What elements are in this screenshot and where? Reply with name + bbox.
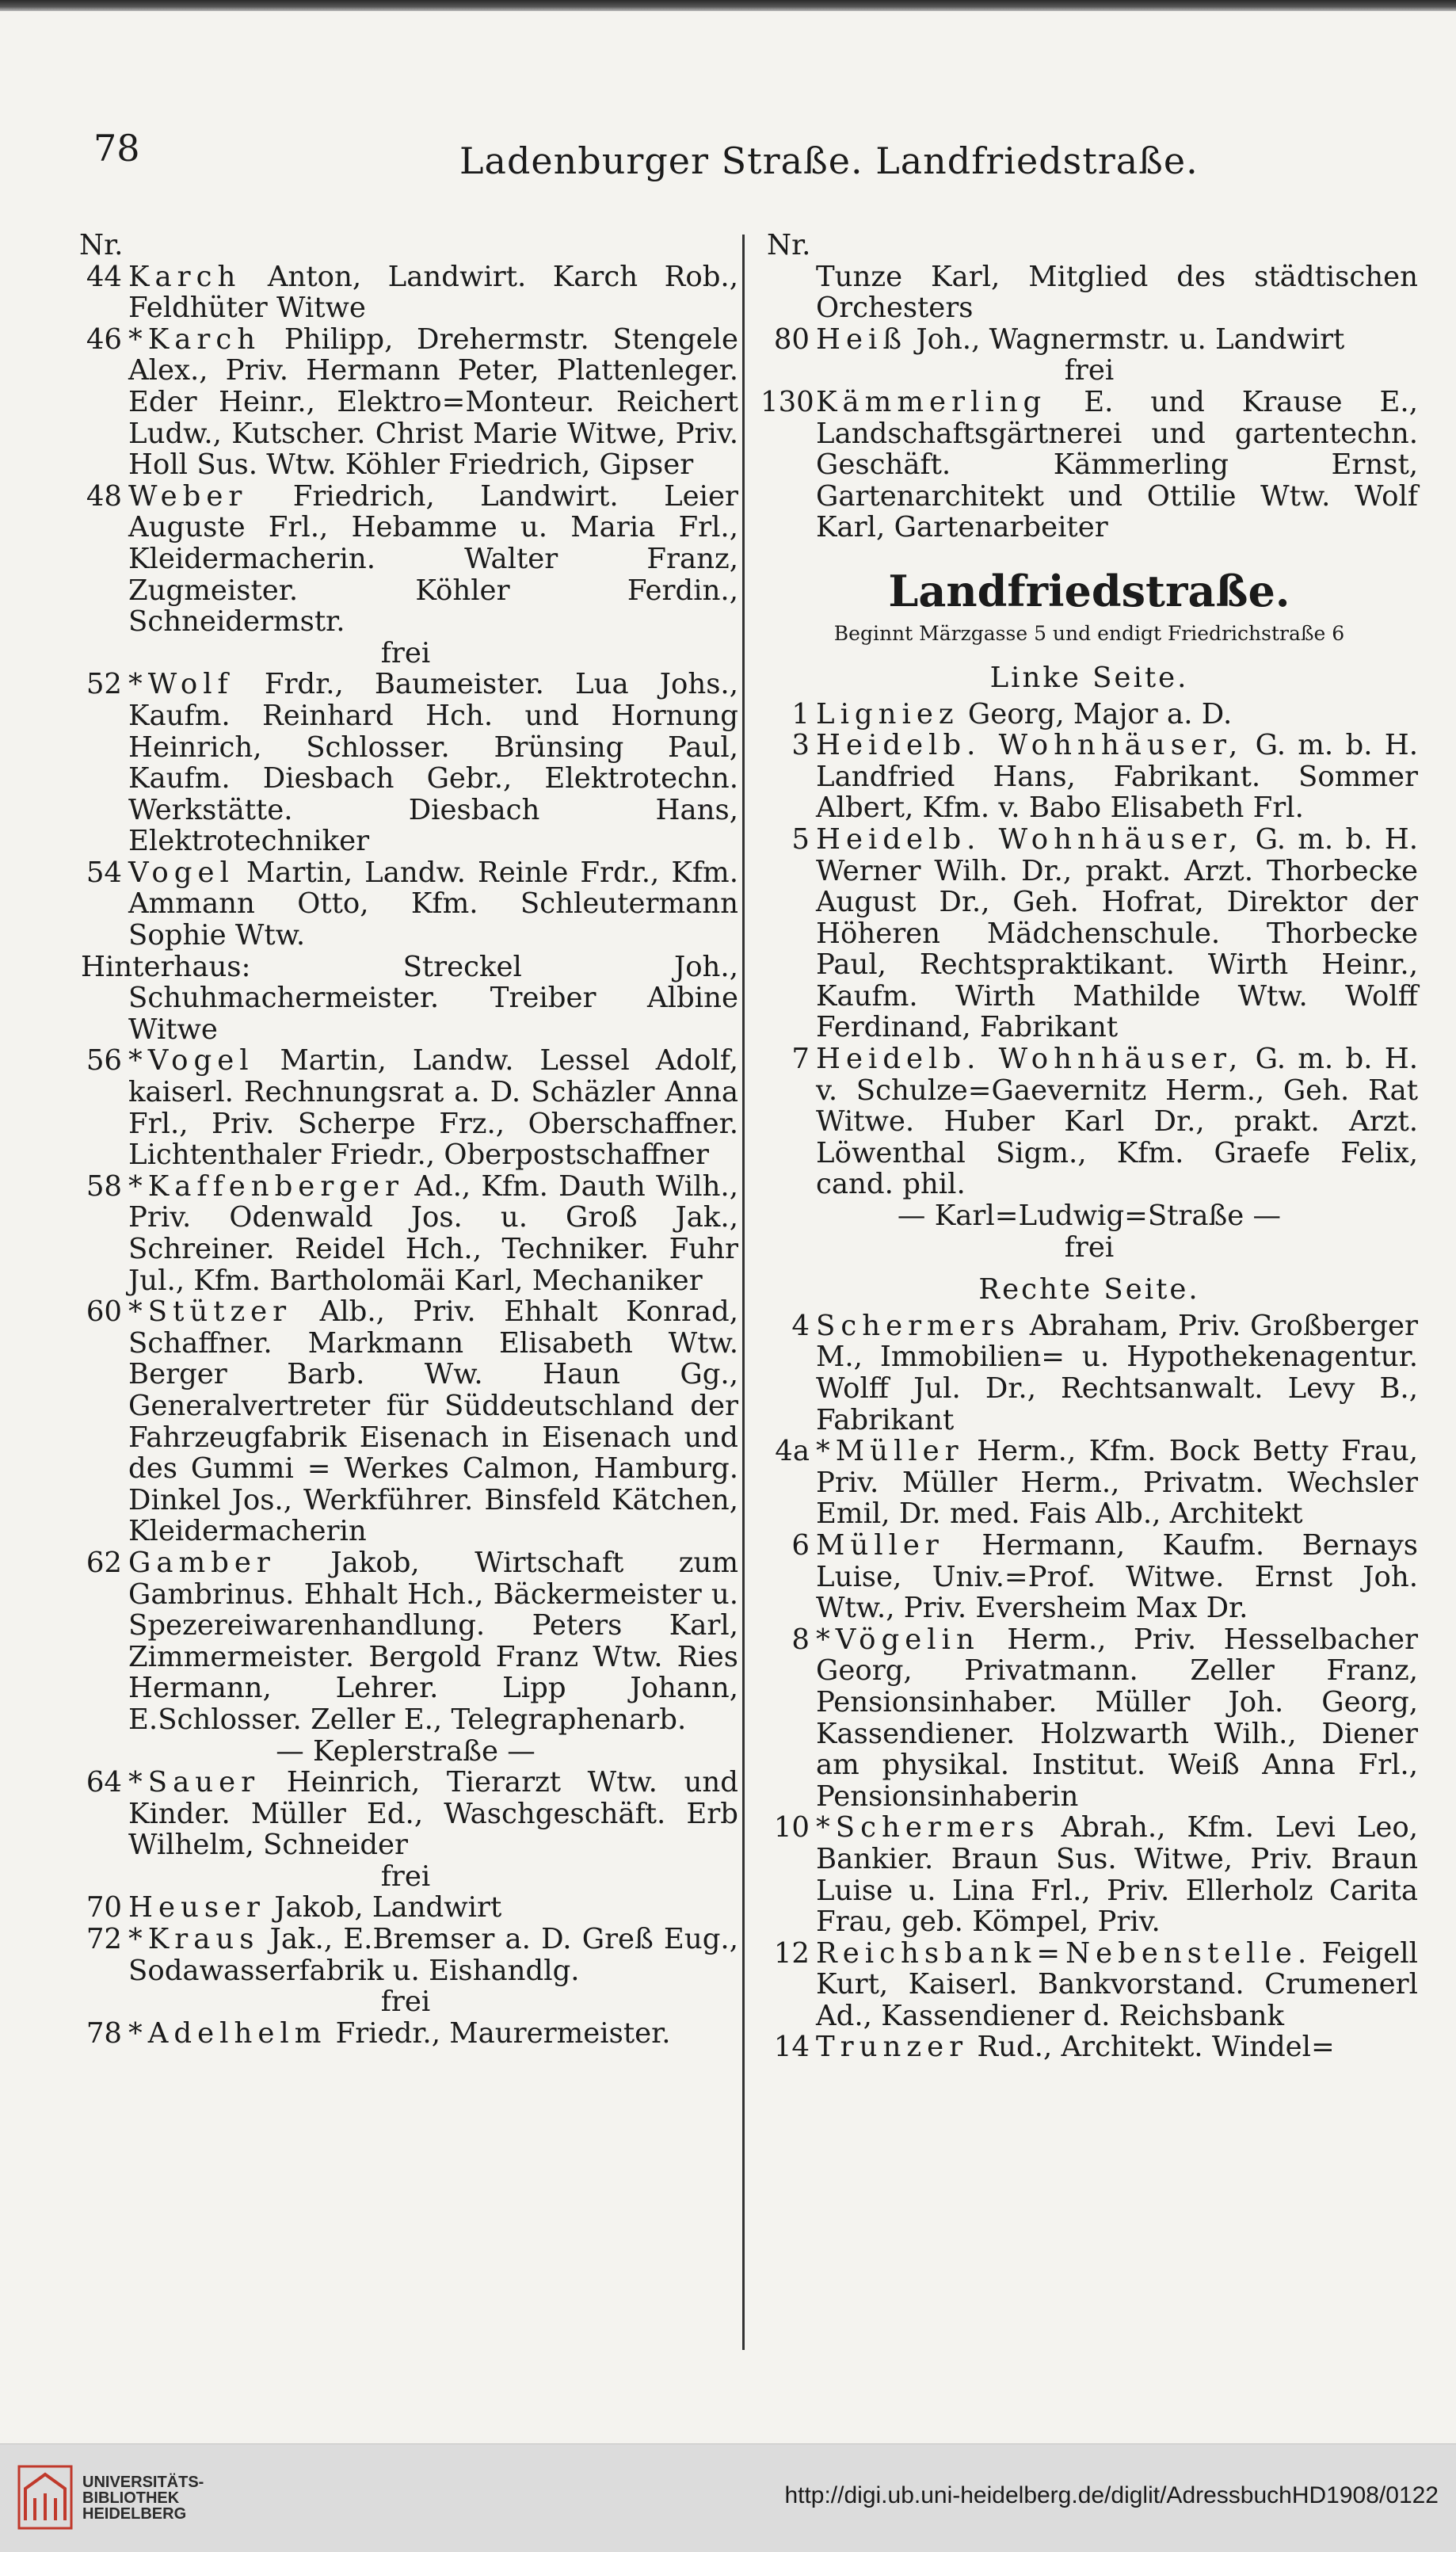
resident-lead-name: Müller (816, 1528, 944, 1562)
house-entry (73, 1296, 738, 1547)
entry-text: Heinrich, Tierarzt Wtw. und Kinder. Müller Ed., Waschgeschäft. Erb Wilhelm, Schneider (128, 1766, 738, 1862)
vacant-marker: frei (1064, 354, 1115, 387)
house-number: 6 (791, 1528, 810, 1562)
running-title: Ladenburger Straße. Landfriedstraße. (459, 139, 1199, 182)
resident-lead-name: Heidelb. Wohnhäuser, (816, 822, 1244, 856)
house-number: 4 (791, 1309, 810, 1342)
house-number: 5 (791, 822, 810, 856)
resident-lead-name: Gamber (128, 1546, 276, 1579)
cross-street: — Keplerstraße — (276, 1734, 536, 1768)
right-entries-top (760, 261, 1418, 544)
entry-text: Philipp, Drehermstr. Stengele Alex., Priv. Hermann Peter, Plattenleger. Eder Heinr., Elektro=Monteur. Reichert Ludw., Kutscher. Christ Marie Witwe, Priv. Holl Sus. Wtw. Köhler Friedrich, Gipser (128, 322, 738, 482)
continued-entry (760, 261, 1418, 324)
library-name: UNIVERSITÄTS- BIBLIOTHEK HEIDELBERG (82, 2474, 204, 2523)
entry-text: Ad., Kfm. Dauth Wilh., Priv. Odenwald Jos. u. Groß Jak., Schreiner. Reidel Hch., Techniker. Fuhr Jul., Kfm. Bartholomäi Karl, Mechaniker (128, 1169, 738, 1297)
house-number: 58 (86, 1169, 122, 1203)
house-number: 80 (773, 322, 810, 356)
house-entry (760, 1624, 1418, 1813)
entry-text: Joh., Wagnermstr. u. Landwirt (916, 322, 1345, 356)
house-number: 8 (791, 1623, 810, 1656)
entry-text: Tunze Karl, Mitglied des städtischen Orchesters (816, 260, 1418, 325)
page-number: 78 (93, 127, 140, 170)
resident-lead-name: Reichsbank=Nebenstelle. (816, 1936, 1313, 1970)
entry-text: Jakob, Wirtschaft zum Gambrinus. Ehhalt Hch., Bäckermeister u. Spezereiwarenhandlung. Peters Karl, Zimmermeister. Bergold Franz Wtw. Ries Hermann, Lehrer. Lipp Johann, E.Schlosser. Zeller E., Telegraphenarb. (128, 1546, 738, 1736)
entry-text: G. m. b. H. v. Schulze=Gaevernitz Herm., Geh. Rat Witwe. Huber Karl Dr., prakt. Arzt. Löwenthal Sigm., Kfm. Graefe Felix, cand. phil. (816, 1043, 1418, 1201)
resident-lead-name: Weber (128, 479, 248, 513)
house-number: 56 (86, 1044, 122, 1078)
rear-building-entry: Hinterhaus: Streckel Joh., Schuhmachermeister. Treiber Albine Witwe (81, 950, 738, 1046)
house-number: 12 (773, 1936, 810, 1970)
house-entry (760, 730, 1418, 824)
right-side-entries (760, 1310, 1418, 2063)
resident-lead-name: Heidelb. Wohnhäuser, (816, 729, 1244, 762)
resident-lead-name: Heiß (816, 322, 908, 356)
footer-bar (0, 2443, 1456, 2552)
entry-text: Alb., Priv. Ehhalt Konrad, Schaffner. Markmann Elisabeth Wtw. Berger Barb. Ww. Haun Gg., Generalvertreter für Süddeutschland der Fahrzeugfabrik Eisenach in Eisenach und des Gummi = Werkes Calmon, Hamburg. Dinkel Jos., Werkführer. Binsfeld Kätchen, Kleidermacherin (128, 1295, 738, 1548)
resident-lead-name: Kämmerling (816, 385, 1047, 418)
entry-text: Herm., Priv. Hesselbacher Georg, Privatmann. Zeller Franz, Pensionsinhaber. Müller Joh. Georg, Kassendiener. Holzwarth Wilh., Diener am physikal. Institut. Weiß Anna Frl., Pensionsinhaberin (816, 1623, 1418, 1813)
nr-label: Nr. (79, 229, 124, 261)
house-entry (760, 324, 1418, 356)
house-number: 44 (86, 260, 122, 293)
house-entry (760, 1436, 1418, 1530)
entry-text: Herm., Kfm. Bock Betty Frau, Priv. Müller Herm., Privatm. Wechsler Emil, Dr. med. Fais Alb., Architekt (816, 1435, 1418, 1531)
street-subtitle: Beginnt Märzgasse 5 und endigt Friedrichstraße 6 (833, 621, 1345, 645)
house-entry (760, 1812, 1418, 1937)
resident-lead-name: *Sauer (128, 1766, 261, 1799)
entry-text: Feigell Kurt, Kaiserl. Bankvorstand. Crumenerl Ad., Kassendiener d. Reichsbank (816, 1936, 1418, 2032)
left-side-entries (760, 699, 1418, 1264)
vacant-marker: frei (380, 1860, 431, 1893)
resident-lead-name: *Müller (816, 1435, 964, 1468)
house-entry (73, 481, 738, 638)
resident-lead-name: Karch (128, 260, 242, 293)
house-entry (73, 1767, 738, 1861)
entry-text: Jakob, Landwirt (274, 1891, 502, 1924)
house-number: 4a (775, 1435, 810, 1468)
resident-lead-name: *Wolf (128, 668, 234, 701)
entry-text: Frdr., Baumeister. Lua Johs., Kaufm. Reinhard Hch. und Hornung Heinrich, Schlosser. Brünsing Paul, Kaufm. Diesbach Gebr., Elektrotechn. Werkstätte. Diesbach Hans, Elektrotechniker (128, 668, 738, 858)
resident-lead-name: Schermers (816, 1309, 1020, 1342)
entry-text: E. und Krause E., Landschaftsgärtnerei und gartentechn. Geschäft. Kämmerling Ernst, Gartenarchitekt und Ottilie Wtw. Wolf Karl, Gartenarbeiter (816, 385, 1418, 544)
house-number: 54 (86, 856, 122, 889)
cross-street: — Karl=Ludwig=Straße — (897, 1200, 1282, 1233)
resident-lead-name: *Stützer (128, 1295, 292, 1329)
house-entry (760, 824, 1418, 1043)
house-entry (73, 324, 738, 481)
resident-lead-name: *Kaffenberger (128, 1169, 404, 1203)
house-entry (760, 1530, 1418, 1624)
resident-lead-name: Heuser (128, 1891, 266, 1924)
entry-text: Martin, Landw. Reinle Frdr., Kfm. Ammann Otto, Kfm. Schleutermann Sophie Wtw. (128, 856, 738, 952)
house-number: 70 (86, 1891, 122, 1924)
house-number: 7 (791, 1043, 810, 1076)
entry-text: Abraham, Priv. Großberger M., Immobilien= u. Hypothekenagentur. Wolff Jul. Dr., Rechtsanwalt. Levy B., Fabrikant (816, 1309, 1418, 1436)
resident-lead-name: Ligniez (816, 697, 959, 731)
source-url[interactable]: http://digi.ub.uni-heidelberg.de/diglit/AdressbuchHD1908/0122 (784, 2482, 1439, 2508)
house-entry (73, 1892, 738, 1924)
house-entry (73, 261, 738, 324)
resident-lead-name: Vogel (128, 856, 234, 889)
resident-lead-name: *Karch (128, 322, 261, 356)
resident-lead-name: Heidelb. Wohnhäuser, (816, 1043, 1244, 1076)
house-entry (760, 387, 1418, 544)
house-entry (73, 1924, 738, 1986)
vacant-marker: frei (380, 1986, 431, 2019)
house-entry (760, 699, 1418, 731)
entry-text: G. m. b. H. Werner Wilh. Dr., prakt. Arzt. Thorbecke August Dr., Geh. Hofrat, Direktor der Höheren Mädchenschule. Thorbecke Paul, Rechtspraktikant. Wirth Heinr., Kaufm. Wirth Mathilde Wtw. Wolff Ferdinand, Fabrikant (816, 822, 1418, 1044)
house-number: 3 (791, 729, 810, 762)
entry-text: Friedrich, Landwirt. Leier Auguste Frl., Hebamme u. Maria Frl., Kleidermacherin. Walter Franz, Zugmeister. Köhler Ferdin., Schneidermstr. (128, 479, 738, 639)
nr-label: Nr. (767, 229, 811, 261)
house-entry (760, 1310, 1418, 1436)
house-entry (73, 1547, 738, 1736)
entry-text: Abrah., Kfm. Levi Leo, Bankier. Braun Sus. Witwe, Priv. Braun Luise u. Lina Frl., Priv. Ellerholz Carita Frau, geb. Kömpel, Priv. (816, 1811, 1418, 1939)
house-entry (73, 857, 738, 952)
entry-text: Jak., E.Bremser a. D. Greß Eug., Sodawasserfabrik u. Eishandlg. (128, 1923, 738, 1987)
resident-lead-name: *Schermers (816, 1811, 1040, 1844)
resident-lead-name: Trunzer (816, 2031, 969, 2064)
house-number: 52 (86, 668, 122, 701)
resident-lead-name: *Vogel (128, 1044, 254, 1078)
house-number: 14 (773, 2031, 810, 2064)
house-entry (760, 1938, 1418, 2032)
house-entry (73, 2018, 738, 2050)
right-side-label: Rechte Seite. (978, 1273, 1200, 1307)
house-entry (760, 1043, 1418, 1200)
house-number: 46 (86, 322, 122, 356)
library-logo-icon (17, 2465, 73, 2530)
house-number: 64 (86, 1766, 122, 1799)
entry-text: Martin, Landw. Lessel Adolf, kaiserl. Rechnungsrat a. D. Schäzler Anna Frl., Priv. Scherpe Frz., Oberschaffner. Lichtenthaler Friedr., Oberpostschaffner (128, 1044, 738, 1172)
house-entry (73, 1171, 738, 1296)
entry-text: Friedr., Maurermeister. (335, 2016, 671, 2050)
entry-text: Anton, Landwirt. Karch Rob., Feldhüter Witwe (128, 260, 738, 325)
right-column (760, 230, 1418, 2063)
scan-top-edge (0, 0, 1456, 11)
house-number: 10 (773, 1811, 810, 1844)
house-number: 62 (86, 1546, 122, 1579)
entry-text: Georg, Major a. D. (967, 697, 1233, 731)
house-number: 60 (86, 1295, 122, 1329)
house-entry (73, 1045, 738, 1170)
house-number: 1 (791, 697, 810, 731)
vacant-marker: frei (1064, 1230, 1115, 1264)
left-column (73, 230, 738, 2049)
house-entry (73, 669, 738, 857)
entry-text: Rud., Architekt. Windel= (977, 2031, 1335, 2064)
house-entry (760, 2031, 1418, 2063)
vacant-marker: frei (380, 636, 431, 669)
entry-text: Hermann, Kaufm. Bernays Luise, Univ.=Prof. Witwe. Ernst Joh. Wtw., Priv. Eversheim Max Dr. (816, 1528, 1418, 1625)
entry-text: G. m. b. H. Landfried Hans, Fabrikant. Sommer Albert, Kfm. v. Babo Elisabeth Frl. (816, 729, 1418, 825)
house-number: 130 (760, 385, 814, 418)
house-number: 48 (86, 479, 122, 513)
resident-lead-name: *Adelhelm (128, 2016, 327, 2050)
resident-lead-name: *Vögelin (816, 1623, 980, 1656)
column-divider (742, 235, 745, 2350)
house-number: 78 (86, 2016, 122, 2050)
resident-lead-name: *Kraus (128, 1923, 260, 1956)
street-title: Landfriedstraße. (888, 565, 1290, 616)
house-number: 72 (86, 1923, 122, 1956)
left-side-label: Linke Seite. (989, 661, 1189, 694)
